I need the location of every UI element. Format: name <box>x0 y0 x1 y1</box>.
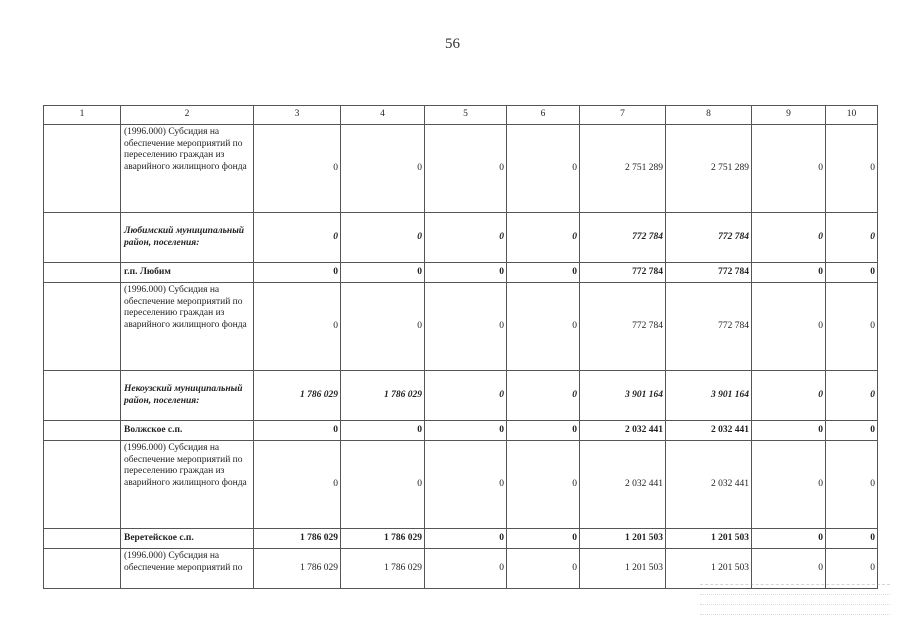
value-cell: 772 784 <box>666 283 752 371</box>
value-cell: 0 <box>507 283 580 371</box>
value-cell: 0 <box>341 283 425 371</box>
value-cell: 1 786 029 <box>341 371 425 421</box>
value-cell: 0 <box>341 441 425 529</box>
row-name: Любимский муниципальный район, поселения: <box>121 213 254 263</box>
value-cell: 0 <box>425 441 507 529</box>
value-cell: 0 <box>752 549 826 589</box>
value-cell: 1 786 029 <box>341 529 425 549</box>
subsidy-row <box>44 549 878 589</box>
value-cell: 0 <box>507 549 580 589</box>
column-number: 3 <box>254 106 341 125</box>
value-cell: 0 <box>826 529 878 549</box>
value-cell: 0 <box>507 421 580 441</box>
column-number: 10 <box>826 106 878 125</box>
value-cell: 0 <box>254 213 341 263</box>
value-cell: 1 786 029 <box>341 549 425 589</box>
value-cell: 0 <box>341 213 425 263</box>
value-cell: 0 <box>507 529 580 549</box>
value-cell: 0 <box>425 263 507 283</box>
column-number: 6 <box>507 106 580 125</box>
value-cell: 3 901 164 <box>580 371 666 421</box>
value-cell: 0 <box>752 371 826 421</box>
value-cell: 0 <box>752 125 826 213</box>
value-cell: 0 <box>425 213 507 263</box>
value-cell: 2 751 289 <box>580 125 666 213</box>
value-cell: 0 <box>254 283 341 371</box>
empty-cell <box>44 263 121 283</box>
empty-cell <box>44 549 121 589</box>
value-cell: 2 751 289 <box>666 125 752 213</box>
row-name: Некоузский муниципальный район, поселения: <box>121 371 254 421</box>
row-name: (1996.000) Субсидия на обеспечение мероприятий по переселению граждан из аварийного жилищного фонда <box>121 283 254 371</box>
value-cell: 0 <box>341 421 425 441</box>
value-cell: 1 786 029 <box>254 529 341 549</box>
value-cell: 0 <box>425 529 507 549</box>
value-cell: 0 <box>826 263 878 283</box>
row-name: Веретейское с.п. <box>121 529 254 549</box>
column-number: 7 <box>580 106 666 125</box>
column-number: 2 <box>121 106 254 125</box>
value-cell: 1 201 503 <box>666 549 752 589</box>
settlement-row <box>44 421 878 441</box>
value-cell: 0 <box>254 263 341 283</box>
value-cell: 0 <box>826 371 878 421</box>
empty-cell <box>44 283 121 371</box>
empty-cell <box>44 441 121 529</box>
settlement-row <box>44 529 878 549</box>
empty-cell <box>44 125 121 213</box>
page-number: 56 <box>445 36 460 52</box>
value-cell: 0 <box>752 529 826 549</box>
value-cell: 0 <box>254 125 341 213</box>
empty-cell <box>44 421 121 441</box>
value-cell: 1 201 503 <box>666 529 752 549</box>
faint-stamp-mark <box>700 584 890 617</box>
value-cell: 772 784 <box>580 213 666 263</box>
empty-cell <box>44 529 121 549</box>
value-cell: 772 784 <box>580 263 666 283</box>
value-cell: 0 <box>507 125 580 213</box>
header-row <box>44 106 878 125</box>
value-cell: 0 <box>341 263 425 283</box>
value-cell: 0 <box>341 125 425 213</box>
value-cell: 2 032 441 <box>580 441 666 529</box>
value-cell: 0 <box>507 263 580 283</box>
subsidy-row <box>44 441 878 529</box>
value-cell: 0 <box>826 283 878 371</box>
value-cell: 0 <box>752 421 826 441</box>
row-name: (1996.000) Субсидия на обеспечение мероприятий по переселению граждан из аварийного жилищного фонда <box>121 125 254 213</box>
value-cell: 2 032 441 <box>580 421 666 441</box>
value-cell: 0 <box>425 421 507 441</box>
value-cell: 0 <box>254 421 341 441</box>
value-cell: 3 901 164 <box>666 371 752 421</box>
empty-cell <box>44 213 121 263</box>
value-cell: 0 <box>752 263 826 283</box>
value-cell: 772 784 <box>666 263 752 283</box>
column-number: 8 <box>666 106 752 125</box>
value-cell: 0 <box>254 441 341 529</box>
column-number: 9 <box>752 106 826 125</box>
budget-table <box>43 105 878 589</box>
row-name: г.п. Любим <box>121 263 254 283</box>
value-cell: 0 <box>507 213 580 263</box>
value-cell: 0 <box>826 213 878 263</box>
value-cell: 0 <box>425 283 507 371</box>
value-cell: 2 032 441 <box>666 421 752 441</box>
row-name: Волжское с.п. <box>121 421 254 441</box>
value-cell: 2 032 441 <box>666 441 752 529</box>
subsidy-row <box>44 125 878 213</box>
subsidy-row <box>44 283 878 371</box>
value-cell: 0 <box>425 125 507 213</box>
value-cell: 1 786 029 <box>254 549 341 589</box>
value-cell: 0 <box>507 441 580 529</box>
row-name: (1996.000) Субсидия на обеспечение мероприятий по <box>121 549 254 589</box>
value-cell: 0 <box>826 125 878 213</box>
value-cell: 0 <box>826 549 878 589</box>
value-cell: 0 <box>826 421 878 441</box>
value-cell: 772 784 <box>580 283 666 371</box>
value-cell: 1 201 503 <box>580 529 666 549</box>
value-cell: 0 <box>425 549 507 589</box>
value-cell: 0 <box>752 441 826 529</box>
value-cell: 1 201 503 <box>580 549 666 589</box>
district-row <box>44 371 878 421</box>
value-cell: 1 786 029 <box>254 371 341 421</box>
column-number: 1 <box>44 106 121 125</box>
empty-cell <box>44 371 121 421</box>
value-cell: 0 <box>425 371 507 421</box>
value-cell: 772 784 <box>666 213 752 263</box>
value-cell: 0 <box>507 371 580 421</box>
value-cell: 0 <box>752 283 826 371</box>
value-cell: 0 <box>752 213 826 263</box>
column-number: 4 <box>341 106 425 125</box>
settlement-row <box>44 263 878 283</box>
row-name: (1996.000) Субсидия на обеспечение мероприятий по переселению граждан из аварийного жилищного фонда <box>121 441 254 529</box>
value-cell: 0 <box>826 441 878 529</box>
district-row <box>44 213 878 263</box>
column-number: 5 <box>425 106 507 125</box>
